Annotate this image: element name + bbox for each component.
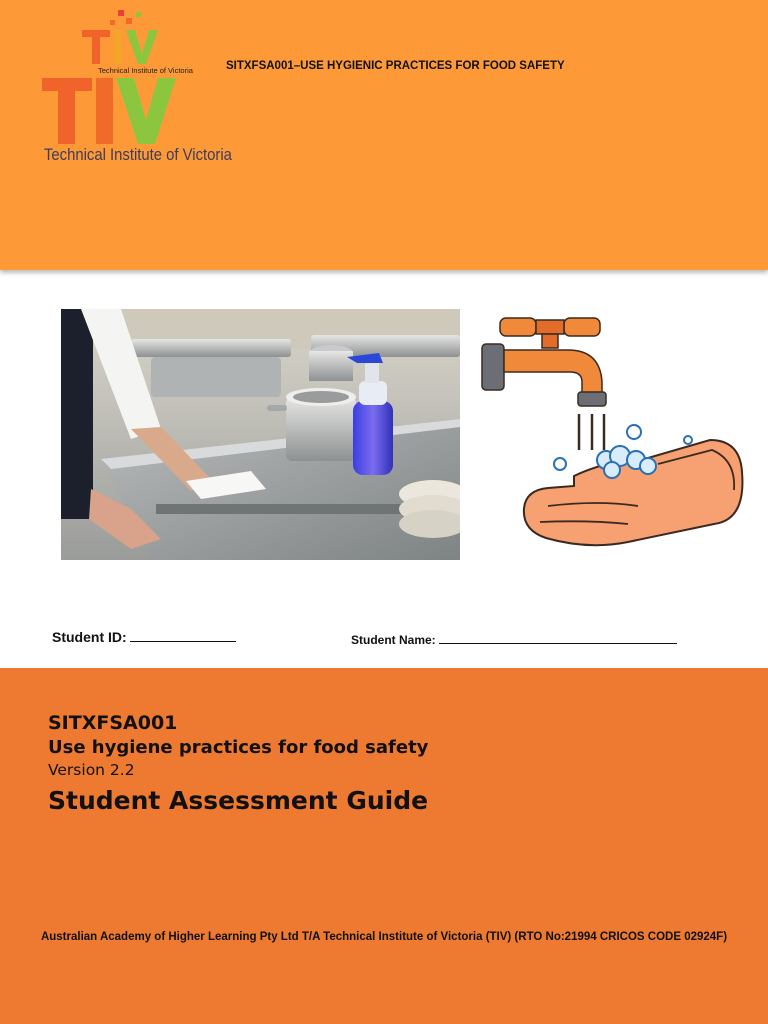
student-name-field[interactable] bbox=[351, 630, 677, 647]
student-id-field[interactable] bbox=[52, 628, 236, 645]
kitchen-cleaning-photo bbox=[61, 309, 460, 560]
version-label: Version 2.2 bbox=[48, 761, 135, 779]
document-type-title: Student Assessment Guide bbox=[48, 786, 429, 815]
student-id-blank[interactable] bbox=[130, 628, 236, 642]
student-name-label: Student Name: bbox=[351, 633, 436, 647]
document-header-title: SITXFSA001–USE HYGIENIC PRACTICES FOR FOOD SAFETY bbox=[226, 60, 565, 72]
logo-small-caption: Technical Institute of Victoria bbox=[98, 66, 193, 75]
course-code: SITXFSA001 bbox=[48, 712, 178, 734]
tiv-logo-small bbox=[80, 8, 170, 70]
logo-large-caption: Technical Institute of Victoria bbox=[44, 146, 232, 164]
student-name-blank[interactable] bbox=[439, 630, 677, 644]
tiv-logo-large bbox=[40, 74, 190, 146]
header-band bbox=[0, 0, 768, 270]
course-title: Use hygiene practices for food safety bbox=[48, 737, 429, 758]
student-id-label: Student ID: bbox=[52, 629, 127, 645]
organisation-footer: Australian Academy of Higher Learning Pty Ltd T/A Technical Institute of Victoria (TIV) (RTO No:21994 CRICOS CODE 02924F) bbox=[40, 931, 728, 943]
handwashing-illustration bbox=[478, 310, 750, 560]
